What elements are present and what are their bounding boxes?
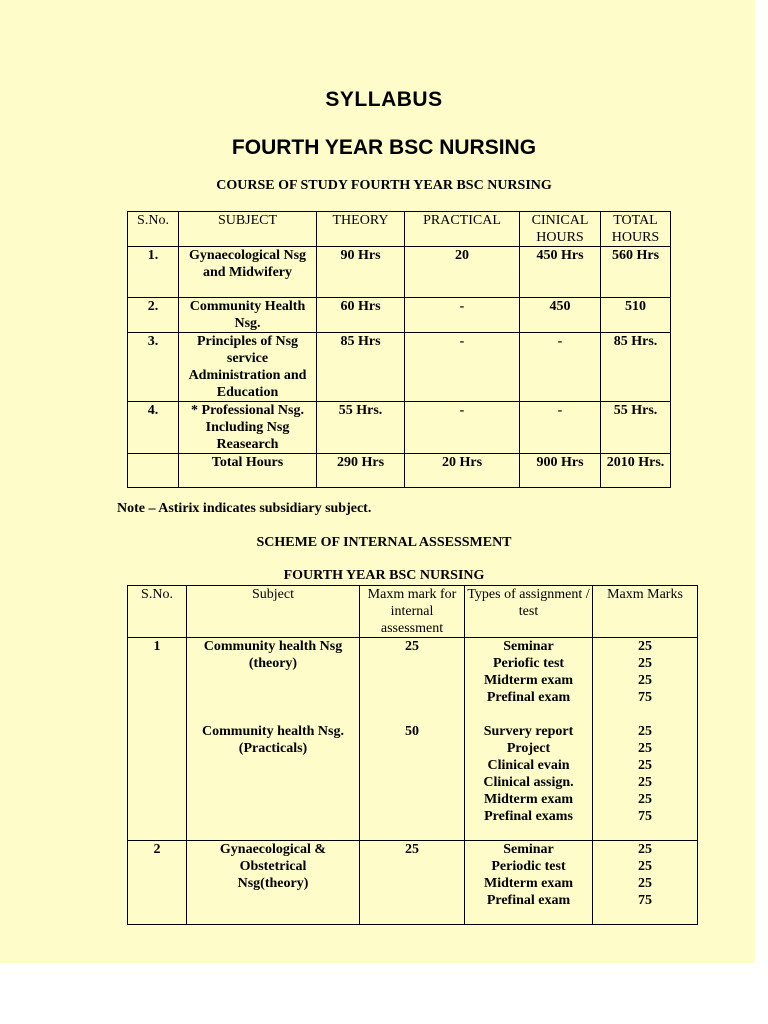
- table-row: [128, 454, 671, 488]
- max-mark-value: 25: [638, 876, 652, 891]
- subject-line: Nsg(theory): [237, 876, 309, 891]
- assignment-type: Prefinal exam: [486, 893, 571, 908]
- max-internal-value: 50: [405, 724, 419, 739]
- course-table-body: [128, 247, 671, 488]
- practical-cell: -: [405, 298, 520, 333]
- header-theory: THEORY: [317, 212, 405, 247]
- assignment-type: Midterm exam: [483, 792, 574, 807]
- subject-cell: Gynaecological Nsg and Midwifery: [179, 247, 317, 298]
- total-hours-cell: 2010 Hrs.: [601, 454, 671, 488]
- subject-cell: [187, 638, 360, 841]
- max-mark-value: 75: [638, 893, 652, 908]
- internal-assessment-table: [127, 585, 698, 925]
- assignment-type: Project: [506, 741, 551, 756]
- header-assignment-types: Types of assignment / test: [465, 586, 593, 638]
- spacer: [189, 757, 357, 774]
- spacer: [362, 689, 462, 706]
- header-clinical-hours: CINICAL HOURS: [520, 212, 601, 247]
- max-mark-value: 25: [638, 673, 652, 688]
- max-marks-cell: [593, 841, 698, 925]
- max-mark-value: 25: [638, 775, 652, 790]
- assignment-type: Midterm exam: [483, 876, 574, 891]
- table-row: [128, 298, 671, 333]
- max-mark-value: 25: [638, 758, 652, 773]
- spacer: [595, 706, 695, 723]
- spacer: [362, 655, 462, 672]
- theory-cell: 90 Hrs: [317, 247, 405, 298]
- assessment-subtitle: FOURTH YEAR BSC NURSING: [283, 568, 485, 583]
- practical-cell: -: [405, 402, 520, 454]
- theory-cell: 85 Hrs: [317, 333, 405, 402]
- document-subtitle: FOURTH YEAR BSC NURSING: [231, 136, 537, 159]
- total-hours-cell: 560 Hrs: [601, 247, 671, 298]
- assignment-type: Periofic test: [492, 656, 565, 671]
- spacer: [362, 706, 462, 723]
- max-mark-value: 25: [638, 724, 652, 739]
- clinical-hours-cell: 900 Hrs: [520, 454, 601, 488]
- clinical-hours-cell: 450: [520, 298, 601, 333]
- spacer: [362, 808, 462, 825]
- table-row: [128, 333, 671, 402]
- header-sno: S.No.: [128, 586, 187, 638]
- spacer: [362, 875, 462, 892]
- clinical-hours-cell: 450 Hrs: [520, 247, 601, 298]
- table-row: [128, 402, 671, 454]
- total-hours-cell: 510: [601, 298, 671, 333]
- max-mark-value: 75: [638, 809, 652, 824]
- max-mark-value: 25: [638, 792, 652, 807]
- spacer: [189, 808, 357, 825]
- sno-cell: 3.: [128, 333, 179, 402]
- header-sno: S.No.: [128, 212, 179, 247]
- practical-cell: 20 Hrs: [405, 454, 520, 488]
- total-hours-cell: 55 Hrs.: [601, 402, 671, 454]
- spacer: [189, 774, 357, 791]
- assignment-types-cell: [465, 638, 593, 841]
- max-internal-cell: [360, 841, 465, 925]
- practical-cell: -: [405, 333, 520, 402]
- assignment-type: Midterm exam: [483, 673, 574, 688]
- spacer: [362, 858, 462, 875]
- total-hours-cell: 85 Hrs.: [601, 333, 671, 402]
- subject-line: Community health Nsg.: [202, 724, 344, 739]
- spacer: [189, 689, 357, 706]
- spacer: [362, 892, 462, 909]
- max-marks-cell: [593, 638, 698, 841]
- max-internal-value: 25: [405, 842, 419, 857]
- table-row: [128, 247, 671, 298]
- table-row: [128, 638, 698, 841]
- sno-cell: 2.: [128, 298, 179, 333]
- subject-line: Gynaecological &: [219, 842, 327, 857]
- subject-cell: Community Health Nsg.: [179, 298, 317, 333]
- max-mark-value: 25: [638, 842, 652, 857]
- max-internal-cell: [360, 638, 465, 841]
- theory-cell: 290 Hrs: [317, 454, 405, 488]
- course-table-caption: COURSE OF STUDY FOURTH YEAR BSC NURSING: [216, 178, 552, 193]
- sno-cell: 4.: [128, 402, 179, 454]
- spacer: [189, 706, 357, 723]
- document-title: SYLLABUS: [325, 88, 443, 111]
- assignment-type: Clinical assign.: [483, 775, 574, 790]
- sno-cell: 2: [128, 841, 187, 925]
- course-of-study-table: [127, 211, 671, 488]
- assignment-type: Periodic test: [491, 859, 566, 874]
- theory-cell: 60 Hrs: [317, 298, 405, 333]
- header-max-internal: Maxm mark for internal assessment: [360, 586, 465, 638]
- header-subject: SUBJECT: [179, 212, 317, 247]
- subject-line: Obstetrical: [239, 859, 307, 874]
- header-subject: Subject: [187, 586, 360, 638]
- practical-cell: 20: [405, 247, 520, 298]
- table-header-row: [128, 212, 671, 247]
- spacer: [189, 892, 357, 909]
- spacer: [189, 672, 357, 689]
- header-total-hours: TOTAL HOURS: [601, 212, 671, 247]
- table-header-row: [128, 586, 698, 638]
- sno-cell: 1: [128, 638, 187, 841]
- assignment-type: Seminar: [503, 639, 554, 654]
- theory-cell: 55 Hrs.: [317, 402, 405, 454]
- spacer: [467, 706, 590, 723]
- subject-line: (Practicals): [238, 741, 308, 756]
- spacer: [362, 774, 462, 791]
- sno-cell: [128, 454, 179, 488]
- spacer: [362, 672, 462, 689]
- max-mark-value: 25: [638, 656, 652, 671]
- assignment-type: Prefinal exams: [484, 809, 573, 824]
- assignment-type: Clinical evain: [487, 758, 570, 773]
- assessment-title: SCHEME OF INTERNAL ASSESSMENT: [256, 535, 512, 550]
- sno-cell: 1.: [128, 247, 179, 298]
- assignment-types-cell: [465, 841, 593, 925]
- max-mark-value: 75: [638, 690, 652, 705]
- assignment-type: Seminar: [503, 842, 554, 857]
- header-practical: PRACTICAL: [405, 212, 520, 247]
- assignment-type: Prefinal exam: [486, 690, 571, 705]
- assignment-type: Survery report: [483, 724, 574, 739]
- spacer: [362, 740, 462, 757]
- assessment-table-body: [128, 638, 698, 925]
- max-mark-value: 25: [638, 741, 652, 756]
- subject-cell: [187, 841, 360, 925]
- max-internal-value: 25: [405, 639, 419, 654]
- spacer: [362, 791, 462, 808]
- subject-line: Community health Nsg: [203, 639, 343, 654]
- subject-cell: Principles of Nsg service Administration and Education: [179, 333, 317, 402]
- subject-line: (theory): [248, 656, 298, 671]
- clinical-hours-cell: -: [520, 333, 601, 402]
- clinical-hours-cell: -: [520, 402, 601, 454]
- note-text: Note – Astirix indicates subsidiary subject.: [117, 501, 372, 516]
- max-mark-value: 25: [638, 859, 652, 874]
- spacer: [362, 757, 462, 774]
- header-max-marks: Maxm Marks: [593, 586, 698, 638]
- max-mark-value: 25: [638, 639, 652, 654]
- subject-cell: Total Hours: [179, 454, 317, 488]
- subject-cell: * Professional Nsg. Including Nsg Reasearch: [179, 402, 317, 454]
- spacer: [189, 791, 357, 808]
- table-row: [128, 841, 698, 925]
